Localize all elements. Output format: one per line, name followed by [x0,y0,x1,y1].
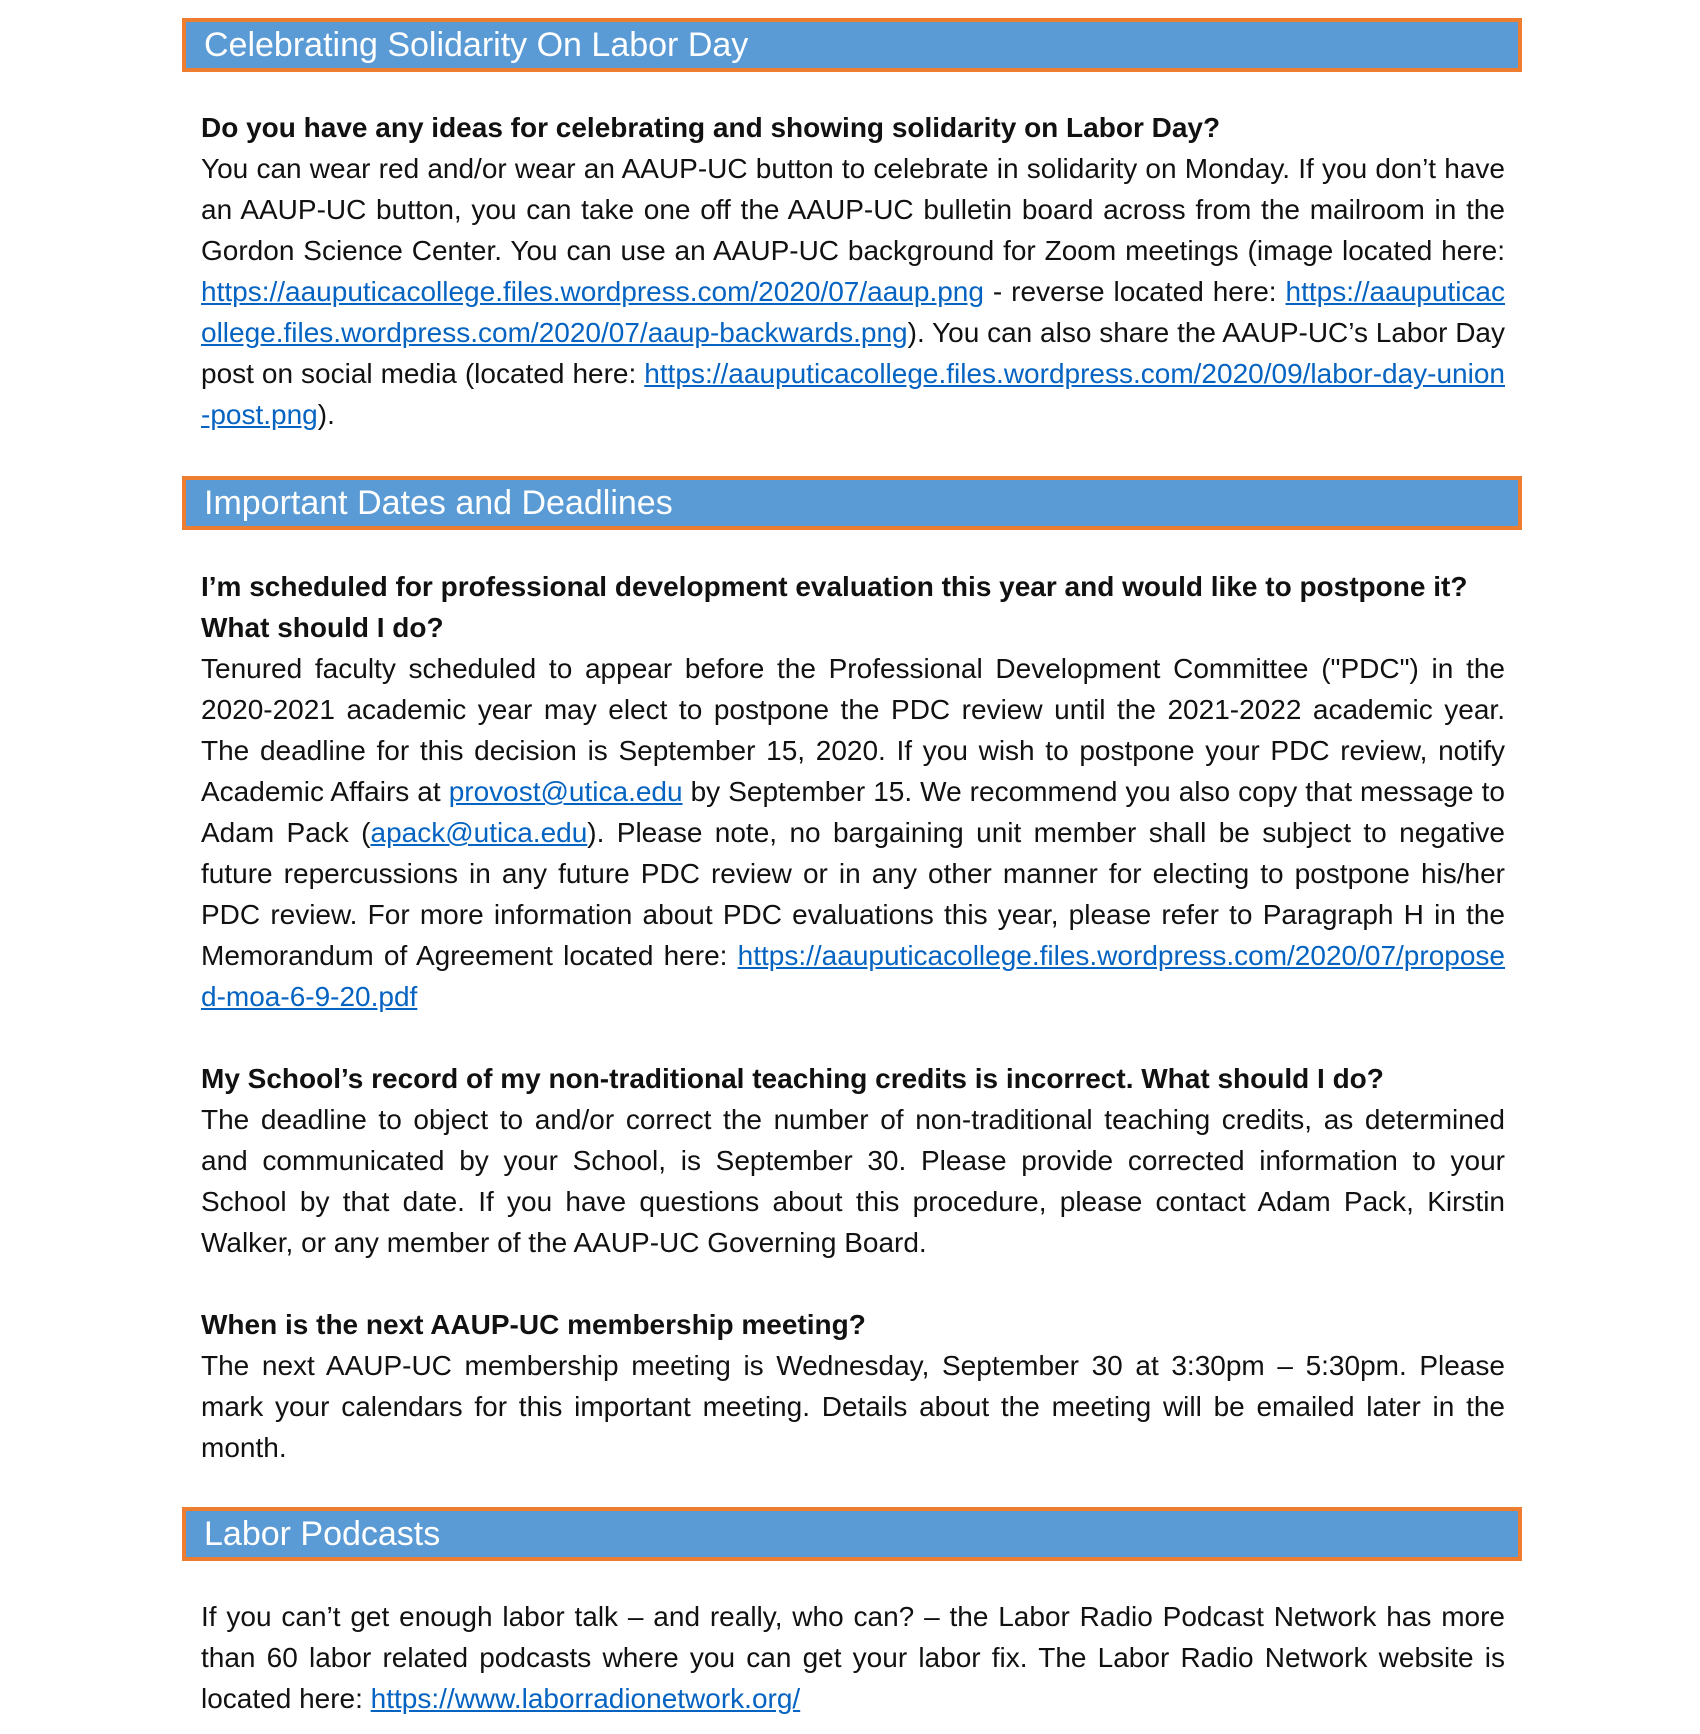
paragraph-text: If you can’t get enough labor talk – and really, who can? – the Labor Radio Podcast Network has more than 60 labor related podcasts where you can get your labor fix. The Labor Radio Network website is located here: [201,1601,1505,1714]
labor-day-faq [201,107,1505,435]
labor-radio-network-link[interactable]: https://www.laborradionetwork.org/ [370,1683,801,1714]
faq-question: I’m scheduled for professional development evaluation this year and would like to postpone it? What should I do? [201,571,1468,643]
labor-podcasts-text [201,1596,1505,1719]
answer-text: ). You can also share the AAUP-UC’s Labor Day post on social media (located here: [201,317,1505,389]
answer-text: - reverse located here: [983,276,1286,307]
aaup-backwards-image-link[interactable]: https://aauputicacollege.files.wordpress.com/2020/07/aaup-backwards.png [201,276,1505,348]
aaup-image-link[interactable]: https://aauputicacollege.files.wordpress.com/2020/07/aaup.png [201,276,984,307]
teaching-credits-faq [201,1058,1505,1263]
faq-answer [201,148,1505,435]
faq-answer: The deadline to object to and/or correct the number of non-traditional teaching credits, as determined and communicated by your School, is September 30. Please provide corrected information to your School by that date. If you have questions about this procedure, please contact Adam Pack, Kirstin Walker, or any member of the AAUP-UC Governing Board. [201,1104,1505,1258]
answer-text: You can wear red and/or wear an AAUP-UC button to celebrate in solidarity on Monday. If you don’t have an AAUP-UC button, you can take one off the AAUP-UC bulletin board across from the mailroom in the Gordon Science Center. You can use an AAUP-UC background for Zoom meetings (image located here: [201,153,1505,266]
section-title: Labor Podcasts [204,1515,441,1553]
section-title: Important Dates and Deadlines [204,484,673,522]
labor-day-post-link[interactable]: https://aauputicacollege.files.wordpress.com/2020/09/labor-day-union-post.png [201,358,1505,430]
provost-email-link[interactable]: provost@utica.edu [448,776,683,807]
answer-text: ). [317,399,335,430]
pdc-faq [201,566,1505,1017]
faq-answer [201,648,1505,1017]
apack-email-link[interactable]: apack@utica.edu [370,817,588,848]
faq-answer: The next AAUP-UC membership meeting is Wednesday, September 30 at 3:30pm – 5:30pm. Please mark your calendars for this important meeting. Details about the meeting will be emailed later in the month. [201,1350,1505,1463]
section-header-labor-podcasts [182,1507,1522,1561]
answer-text: Tenured faculty scheduled to appear before the Professional Development Committee ("PDC") in the 2020-2021 academic year may elect to postpone the PDC review until the 2021-2022 academic year. The deadline for this decision is September 15, 2020. If you wish to postpone your PDC review, notify Academic Affairs at [201,653,1505,807]
section-header-dates-deadlines [182,476,1522,530]
answer-text: ). Please note, no bargaining unit member shall be subject to negative future repercussions in any future PDC review or in any other manner for electing to postpone his/her PDC review. For more information about PDC evaluations this year, please refer to Paragraph H in the Memorandum of Agreement located here: [201,817,1505,971]
faq-question: When is the next AAUP-UC membership meeting? [201,1309,866,1340]
moa-pdf-link[interactable]: https://aauputicacollege.files.wordpress.com/2020/07/proposed-moa-6-9-20.pdf [201,940,1505,1012]
answer-text: by September 15. We recommend you also copy that message to Adam Pack ( [201,776,1505,848]
section-title: Celebrating Solidarity On Labor Day [204,26,749,64]
membership-meeting-faq [201,1304,1505,1468]
podcast-paragraph [201,1596,1505,1719]
faq-question: My School’s record of my non-traditional teaching credits is incorrect. What should I do? [201,1063,1384,1094]
faq-question: Do you have any ideas for celebrating and showing solidarity on Labor Day? [201,112,1221,143]
section-header-labor-day [182,18,1522,72]
